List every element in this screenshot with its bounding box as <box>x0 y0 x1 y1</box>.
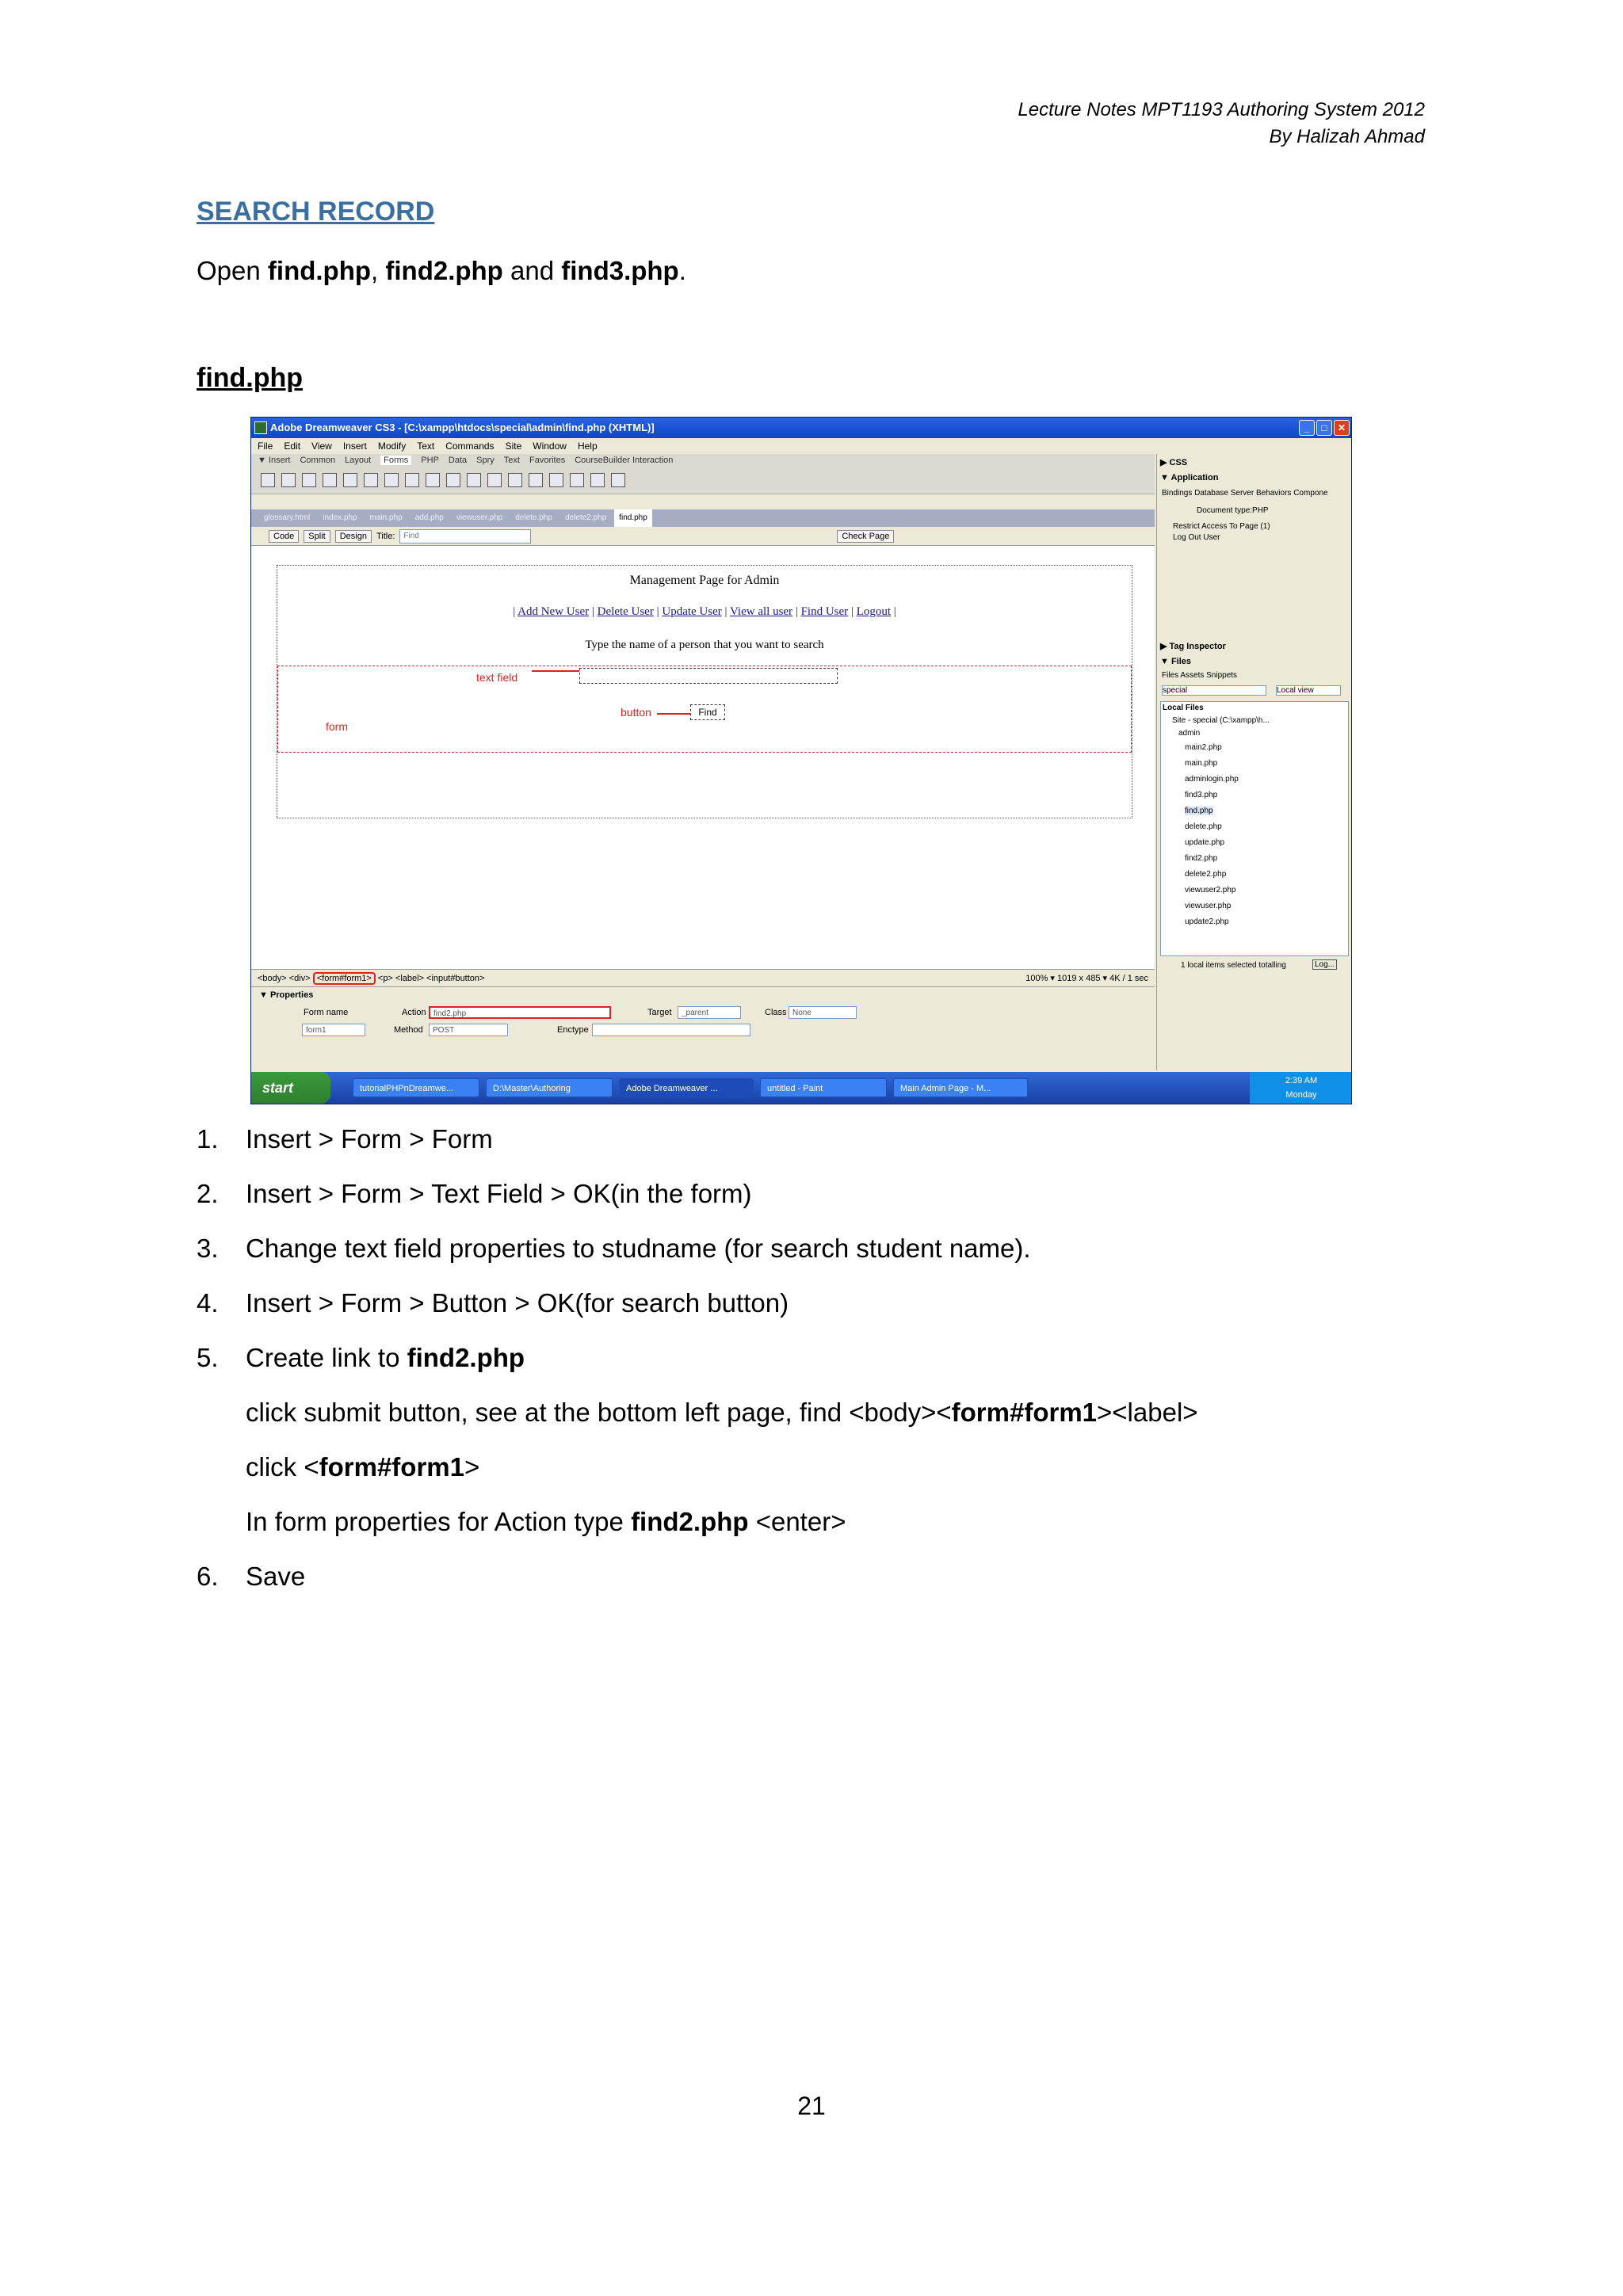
file-item[interactable]: main2.php <box>1185 743 1222 752</box>
properties-heading: ▼ Properties <box>259 990 314 1000</box>
file-item[interactable]: find2.php <box>1185 854 1218 863</box>
file-item[interactable]: adminlogin.php <box>1185 775 1239 784</box>
steps-list <box>197 1123 1433 1615</box>
start-button[interactable]: start <box>251 1072 330 1104</box>
intro-paragraph: Open find.php, find2.php and find3.php. <box>197 256 686 285</box>
list-item: 3. Change text field properties to studname (for search student name). <box>197 1234 1031 1263</box>
text-field-icon[interactable] <box>281 473 296 487</box>
files-tabs[interactable]: Files Assets Snippets <box>1162 671 1238 680</box>
insert-tab[interactable]: PHP <box>421 456 439 465</box>
taskbar-item-active[interactable]: Adobe Dreamweaver ... <box>619 1078 754 1097</box>
list-item: 4. Insert > Form > Button > OK(for search button) <box>197 1288 789 1318</box>
css-panel-heading[interactable]: ▶ CSS <box>1160 458 1188 467</box>
files-panel-heading[interactable]: ▼ Files <box>1160 657 1192 666</box>
radio-button-icon[interactable] <box>364 473 378 487</box>
insert-tab[interactable]: Layout <box>345 456 372 465</box>
check-page-button[interactable]: Check Page <box>837 530 894 543</box>
doc-tab[interactable]: index.php <box>323 513 357 522</box>
doc-tab[interactable]: main.php <box>369 513 403 522</box>
menu-item[interactable]: Modify <box>377 441 407 452</box>
file-item[interactable]: viewuser.php <box>1185 902 1232 910</box>
site-root[interactable]: Site - special (C:\xampp\h... <box>1172 716 1270 725</box>
header-line-1: Lecture Notes MPT1193 Authoring System 2012 <box>1018 99 1425 120</box>
list-item: 5. Create link to find2.php <box>197 1343 525 1372</box>
file-list <box>1160 701 1349 956</box>
sub-step: In form properties for Action type find2.php <enter> <box>246 1507 846 1536</box>
link-logout[interactable]: Logout <box>856 605 892 618</box>
page-number: 21 <box>797 2092 826 2120</box>
taskbar-item[interactable]: Main Admin Page - M... <box>893 1078 1028 1097</box>
title-label: Title: <box>376 531 395 541</box>
menu-item[interactable]: File <box>258 441 273 452</box>
method-select[interactable]: POST <box>429 1024 508 1036</box>
taskbar-item[interactable]: D:\Master\Authoring <box>486 1078 613 1097</box>
insert-tab[interactable]: Favorites <box>529 456 566 465</box>
search-prompt: Type the name of a person that you want to search <box>585 639 824 651</box>
file-item-selected[interactable]: find.php <box>1185 807 1213 815</box>
insert-tab[interactable]: CourseBuilder Interaction <box>575 456 674 465</box>
menu-item[interactable]: Insert <box>342 441 367 452</box>
link-add-new-user[interactable]: Add New User <box>517 605 590 618</box>
menu-item[interactable]: Edit <box>284 441 301 452</box>
spry-validation-icon[interactable] <box>549 473 563 487</box>
site-select[interactable]: special <box>1162 685 1266 696</box>
sub-step: click <form#form1> <box>246 1452 480 1482</box>
application-panel-heading[interactable]: ▼ Application <box>1160 473 1219 482</box>
file-item[interactable]: viewuser2.php <box>1185 886 1236 894</box>
window-title: Adobe Dreamweaver CS3 - [C:\xampp\htdocs\special\admin\find.php (XHTML)] <box>270 421 655 433</box>
action-input[interactable]: find2.php <box>429 1006 611 1019</box>
log-button[interactable]: Log... <box>1312 959 1337 970</box>
section-title: SEARCH RECORD <box>197 196 435 227</box>
insert-tab[interactable]: ▼ Insert <box>258 456 291 465</box>
menu-item[interactable]: View <box>311 441 332 452</box>
menu-bar <box>251 438 1161 454</box>
menu-item[interactable]: Text <box>417 441 435 452</box>
file-item[interactable]: find3.php <box>1185 791 1218 799</box>
file-item[interactable]: main.php <box>1185 759 1218 768</box>
document-toolbar <box>251 527 1155 546</box>
jump-menu-icon[interactable] <box>426 473 440 487</box>
split-view-button[interactable]: Split <box>304 530 330 543</box>
menu-item[interactable]: Site <box>505 441 522 452</box>
list-item: 1. Insert > Form > Form <box>197 1124 493 1154</box>
doc-tab[interactable]: delete2.php <box>564 513 607 522</box>
header-line-2: By Halizah Ahmad <box>1269 126 1425 147</box>
maximize-icon[interactable]: □ <box>1316 420 1332 436</box>
class-label: Class <box>765 1008 787 1017</box>
view-select[interactable]: Local view <box>1276 685 1341 696</box>
file-item[interactable]: update.php <box>1185 838 1225 847</box>
design-view[interactable] <box>262 557 1155 969</box>
fieldset-icon[interactable] <box>529 473 543 487</box>
spry-select-icon[interactable] <box>611 473 625 487</box>
textarea-icon[interactable] <box>323 473 337 487</box>
doc-tab[interactable]: delete.php <box>515 513 552 522</box>
clock-day: Monday <box>1285 1090 1317 1100</box>
subheading-find-php: find.php <box>197 363 304 393</box>
list-menu-icon[interactable] <box>405 473 419 487</box>
application-tabs[interactable]: Bindings Database Server Behaviors Compone <box>1162 489 1328 498</box>
behavior-item[interactable]: Log Out User <box>1173 533 1220 542</box>
horizontal-ruler <box>251 546 1155 558</box>
find-button[interactable]: Find <box>690 704 725 720</box>
windows-taskbar <box>251 1072 1352 1104</box>
page-container-div <box>277 565 1132 818</box>
menu-item[interactable]: Help <box>577 441 598 452</box>
target-select[interactable]: _parent <box>678 1006 741 1019</box>
annot-button: button <box>621 706 651 719</box>
insert-tab[interactable]: Common <box>300 456 336 465</box>
taskbar-item[interactable]: untitled - Paint <box>760 1078 887 1097</box>
annot-form: form <box>326 720 348 733</box>
right-panel <box>1156 454 1352 1070</box>
window-title-bar <box>251 418 1352 438</box>
search-text-field[interactable] <box>579 668 838 684</box>
list-item: 2. Insert > Form > Text Field > OK(in the form) <box>197 1179 752 1208</box>
clock-time: 2:39 AM <box>1285 1076 1318 1085</box>
form-region[interactable] <box>277 666 1132 753</box>
tag-form-form1[interactable]: <form#form1> <box>313 972 376 985</box>
files-footer: 1 local items selected totalling <box>1181 961 1286 970</box>
file-field-icon[interactable] <box>467 473 481 487</box>
admin-folder[interactable]: admin <box>1178 729 1201 738</box>
status-info: 100% ▾ 1019 x 485 ▾ 4K / 1 sec <box>1025 974 1148 983</box>
close-icon[interactable]: ✕ <box>1334 420 1350 436</box>
doc-tab-find-php[interactable]: find.php <box>614 509 652 527</box>
dreamweaver-screenshot <box>250 417 1352 1104</box>
tag-rest[interactable]: <p> <label> <input#button> <box>377 974 485 983</box>
insert-tab[interactable]: Spry <box>476 456 495 465</box>
insert-tab[interactable]: Text <box>503 456 520 465</box>
label-icon[interactable] <box>508 473 522 487</box>
tag-body-div[interactable]: <body> <div> <box>258 974 311 983</box>
enctype-select[interactable] <box>592 1024 750 1036</box>
target-label: Target <box>647 1008 672 1017</box>
insert-tab-forms[interactable]: Forms <box>380 456 411 465</box>
action-label: Action <box>402 1008 426 1017</box>
link-find-user[interactable]: Find User <box>800 605 849 618</box>
system-clock <box>1250 1072 1352 1104</box>
doc-tab[interactable]: viewuser.php <box>456 513 503 522</box>
nav-links: | Add New User | Delete User | Update User | View all user | Find User | Logout | <box>513 605 896 618</box>
list-item: 6. Save <box>197 1562 306 1591</box>
title-input[interactable]: Find <box>399 529 531 543</box>
image-field-icon[interactable] <box>446 473 460 487</box>
behavior-item[interactable]: Restrict Access To Page (1) <box>1173 522 1270 531</box>
link-update-user[interactable]: Update User <box>662 605 722 618</box>
menu-item[interactable]: Window <box>533 441 567 452</box>
file-item[interactable]: delete2.php <box>1185 870 1227 879</box>
spry-checkbox-icon[interactable] <box>590 473 605 487</box>
sub-step: click submit button, see at the bottom left page, find <body><form#form1><label> <box>246 1398 1198 1427</box>
dreamweaver-app-icon <box>254 421 267 434</box>
class-select[interactable]: None <box>789 1006 857 1019</box>
file-item[interactable]: update2.php <box>1185 917 1229 926</box>
form-name-label: Form name <box>304 1008 349 1017</box>
taskbar-item[interactable]: tutorialPHPnDreamwe... <box>353 1078 479 1097</box>
checkbox-icon[interactable] <box>343 473 357 487</box>
design-view-button[interactable]: Design <box>335 530 372 543</box>
enctype-label: Enctype <box>557 1025 589 1035</box>
local-files-header: Local Files <box>1163 704 1204 712</box>
annot-button-arrow <box>657 713 690 715</box>
code-view-button[interactable]: Code <box>269 530 299 543</box>
file-item[interactable]: delete.php <box>1185 822 1222 831</box>
radio-group-icon[interactable] <box>384 473 399 487</box>
annot-text-field: text field <box>476 671 518 684</box>
document-type: Document type:PHP <box>1197 506 1269 515</box>
spry-textarea-icon[interactable] <box>570 473 584 487</box>
insert-bar <box>251 454 1155 494</box>
doc-tab[interactable]: add.php <box>414 513 444 522</box>
menu-item[interactable]: Commands <box>445 441 495 452</box>
button-icon[interactable] <box>487 473 502 487</box>
annot-text-field-arrow <box>532 670 579 672</box>
vertical-ruler <box>251 557 263 969</box>
method-label: Method <box>394 1025 423 1035</box>
form-icon[interactable] <box>261 473 275 487</box>
link-delete-user[interactable]: Delete User <box>597 605 654 618</box>
link-view-all-user[interactable]: View all user <box>729 605 793 618</box>
document-tabs <box>251 509 1155 527</box>
form-name-input[interactable]: form1 <box>302 1024 365 1036</box>
hidden-field-icon[interactable] <box>302 473 316 487</box>
doc-tab[interactable]: glossary.html <box>264 513 311 522</box>
minimize-icon[interactable]: _ <box>1299 420 1315 436</box>
tag-inspector-heading[interactable]: ▶ Tag Inspector <box>1160 642 1226 651</box>
properties-panel <box>251 986 1155 1071</box>
insert-tab[interactable]: Data <box>448 456 468 465</box>
page-heading: Management Page for Admin <box>629 574 780 587</box>
tag-selector <box>251 969 1155 986</box>
